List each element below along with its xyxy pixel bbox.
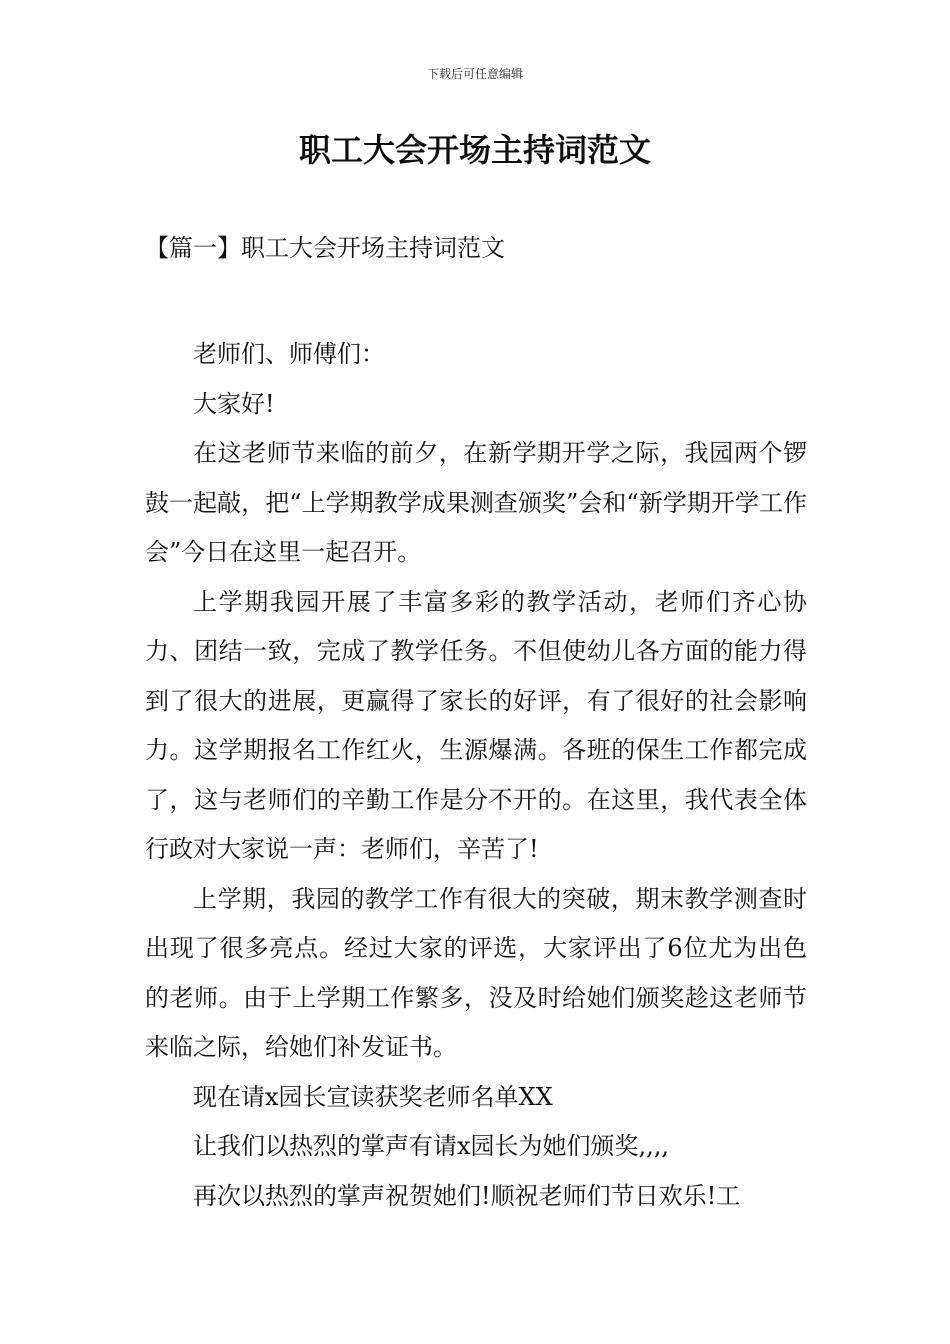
paragraph-invite-presenter: 让我们以热烈的掌声有请x园长为她们颁奖,,,, xyxy=(193,1132,670,1160)
paragraph-congratulations: 再次以热烈的掌声祝贺她们!顺祝老师们节日欢乐!工 xyxy=(193,1181,741,1210)
paragraph-awards: 上学期，我园的教学工作有很大的突破，期末教学测查时出现了很多亮点。经过大家的评选，大家评出了6位尤为出色的老师。由于上学期工作繁多，没及时给她们颁奖趁这老师节来临之际，给她们补发证书。 xyxy=(145,884,807,1061)
paragraph-announce-list: 现在请x园长宣读获奖老师名单XX xyxy=(193,1082,553,1111)
paragraph-greeting: 大家好! xyxy=(193,389,275,418)
paragraph-opening: 在这老师节来临的前夕，在新学期开学之际，我园两个锣鼓一起敲，把“上学期教学成果测查颁奖”会和“新学期开学工作会”今日在这里一起召开。 xyxy=(145,439,807,566)
paragraph-salutation: 老师们、师傅们： xyxy=(193,340,385,368)
section-heading: 【篇一】职工大会开场主持词范文 xyxy=(145,234,505,262)
body-text xyxy=(145,330,807,1221)
paragraph-achievements: 上学期我园开展了丰富多彩的教学活动，老师们齐心协力、团结一致，完成了教学任务。不但使幼儿各方面的能力得到了很大的进展，更赢得了家长的好评，有了很好的社会影响力。这学期报名工作红火，生源爆满。各班的保生工作都完成了，这与老师们的辛勤工作是分不开的。在这里，我代表全体行政对大家说一声：老师们，辛苦了! xyxy=(145,587,807,863)
document-title: 职工大会开场主持词范文 xyxy=(298,131,651,169)
header-note: 下载后可任意编辑 xyxy=(426,67,523,81)
